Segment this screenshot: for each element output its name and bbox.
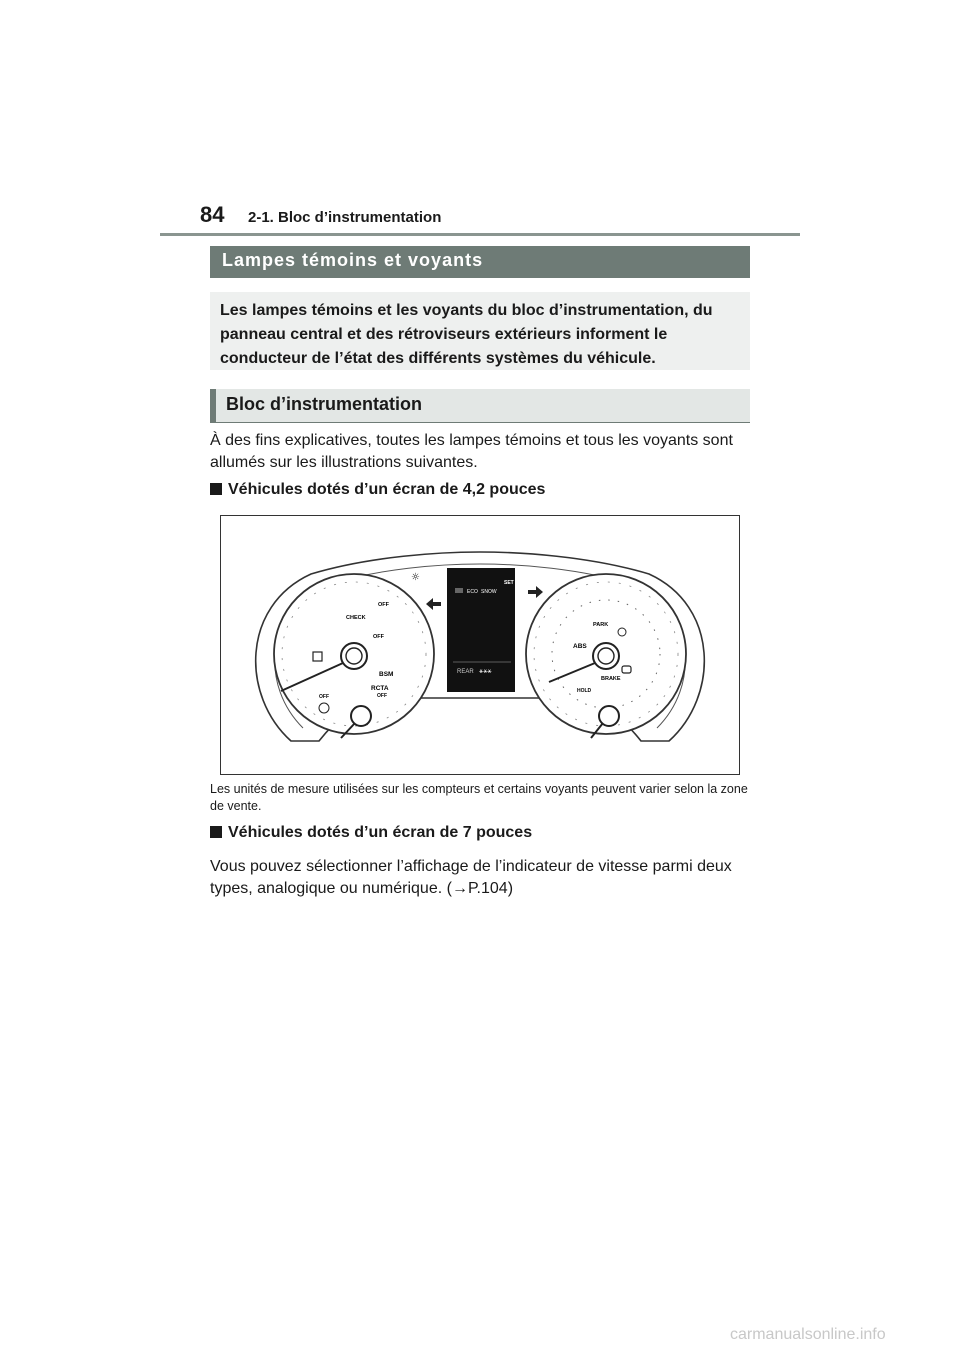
bsm-label: BSM (379, 671, 394, 678)
rear-label: REAR (457, 669, 474, 675)
instrument-cluster-illustration (221, 516, 739, 774)
left-turn-arrow-icon (426, 598, 441, 610)
off-label-2: OFF (373, 634, 384, 640)
watermark: carmanualsonline.info (730, 1326, 886, 1343)
park-label: PARK (593, 622, 609, 628)
rcta-label: RCTA (371, 685, 389, 692)
heading-text: Véhicules dotés d’un écran de 7 pouces (228, 824, 533, 841)
explanation-paragraph: À des fins explicatives, toutes les lampes témoins et tous les voyants sont allumés sur les illustrations suivantes. (210, 432, 733, 471)
section-title: 2-1. Bloc d’instrumentation (248, 209, 442, 226)
abs-label: ABS (573, 643, 587, 650)
subsection-rule (210, 422, 750, 423)
heading-4-2-inch (210, 481, 750, 499)
heading-text: Véhicules dotés d’un écran de 4,2 pouces (228, 481, 546, 498)
right-gauge (526, 574, 686, 738)
header-rule (160, 233, 800, 236)
heading-7-inch (210, 824, 750, 842)
right-turn-arrow-icon (528, 586, 543, 598)
set-label: SET (504, 580, 514, 586)
square-bullet-icon (210, 826, 222, 838)
intro-box: Les lampes témoins et les voyants du bloc d’instrumentation, du panneau central et des rétroviseurs extérieurs informent le conducteur de l’état des différents systèmes du véhicule. (210, 292, 750, 370)
instrument-cluster-figure (220, 515, 740, 775)
snow-label: SNOW (481, 589, 497, 595)
seatbelt-icons: ⚹⚹⚹ (479, 667, 492, 675)
page-title: Lampes témoins et voyants (210, 246, 750, 278)
light-icon: ☼ (411, 572, 420, 583)
hold-label: HOLD (577, 688, 592, 694)
center-display (447, 568, 515, 692)
check-label: CHECK (346, 615, 366, 621)
off-label-3: OFF (377, 693, 387, 699)
brake-label: BRAKE (601, 676, 621, 682)
square-bullet-icon (210, 483, 222, 495)
display-selection-paragraph: Vous pouvez sélectionner l’affichage de l’indicateur de vitesse parmi deux types, analogique ou numérique. (→P.104) (210, 858, 732, 897)
figure-note: Les unités de mesure utilisées sur les compteurs et certains voyants peuvent varier selon la zone de vente. (210, 782, 748, 813)
off-label-1: OFF (378, 602, 389, 608)
eco-label: ECO (467, 589, 478, 595)
off-label-4: OFF (319, 694, 329, 700)
subsection-heading: Bloc d’instrumentation (210, 389, 750, 423)
page-number: 84 (200, 202, 225, 227)
left-gauge (274, 574, 434, 738)
